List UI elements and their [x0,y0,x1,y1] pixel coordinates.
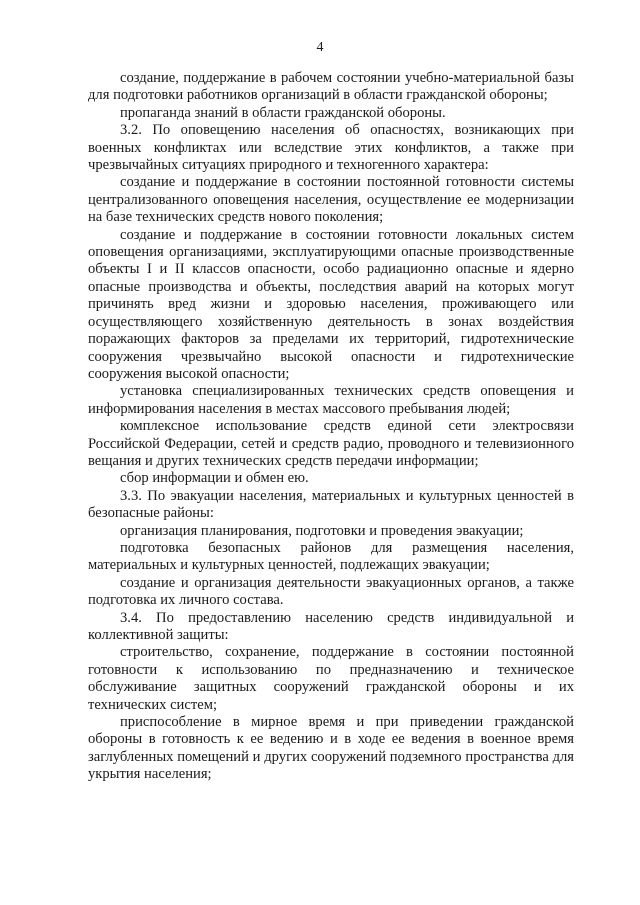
section-heading-3-3: 3.3. По эвакуации населения, материальных и культурных ценностей в безопасные районы: [88,487,574,522]
paragraph: сбор информации и обмен ею. [120,470,309,487]
paragraph: пропаганда знаний в области гражданской обороны. [120,104,446,121]
paragraph: организация планирования, подготовки и проведения эвакуации; [120,522,524,539]
paragraph: создание и организация деятельности эвакуационных органов, а также подготовка их личного состава. [88,574,574,609]
section-heading-3-2: 3.2. По оповещению населения об опасностях, возникающих при военных конфликтах или вследствие этих конфликтов, а также при чрезвычайных ситуациях природного и техногенного характера: [88,122,574,174]
paragraph: подготовка безопасных районов для размещения населения, материальных и культурных ценностей, подлежащих эвакуации; [88,539,574,574]
paragraph: создание и поддержание в состоянии готовности локальных систем оповещения организациями, эксплуатирующими опасные производственные объекты I и II классов опасности, особо радиационно опасные и ядерно опасные производства и объекты, последствия аварий на которых могут причинять вред жизни и здоровью населения, проживающего или осуществляющего хозяйственную деятельность в зонах воздействия поражающих факторов за пределами их территорий, гидротехнические сооружения чрезвычайно высокой опасности и гидротехнические сооружения высокой опасности; [88,226,574,382]
paragraph: создание, поддержание в рабочем состоянии учебно-материальной базы для подготовки работников организаций в области гражданской обороны; [88,70,574,104]
body-text [88,70,574,784]
paragraph: комплексное использование средств единой сети электросвязи Российской Федерации, сетей и средств радио, проводного и телевизионного вещания и других технических средств передачи информации; [88,418,574,469]
paragraph: установка специализированных технических средств оповещения и информирования населения в местах массового пребывания людей; [88,383,574,417]
paragraph: приспособление в мирное время и при приведении гражданской обороны в готовность к ее ведению и в ходе ее ведения в военное время заглубленных помещений и других сооружений подземного пространства для укрытия населения; [88,714,574,783]
page-number: 4 [316,40,324,55]
paragraph: создание и поддержание в состоянии постоянной готовности системы централизованного оповещения населения, осуществление ее модернизации на базе технических средств нового поколения; [88,174,574,226]
section-heading-3-4: 3.4. По предоставлению населению средств индивидуальной и коллективной защиты: [88,609,574,643]
paragraph: строительство, сохранение, поддержание в состоянии постоянной готовности к использованию по предназначению и техническое обслуживание защитных сооружений гражданской обороны и их технических систем; [88,644,574,713]
